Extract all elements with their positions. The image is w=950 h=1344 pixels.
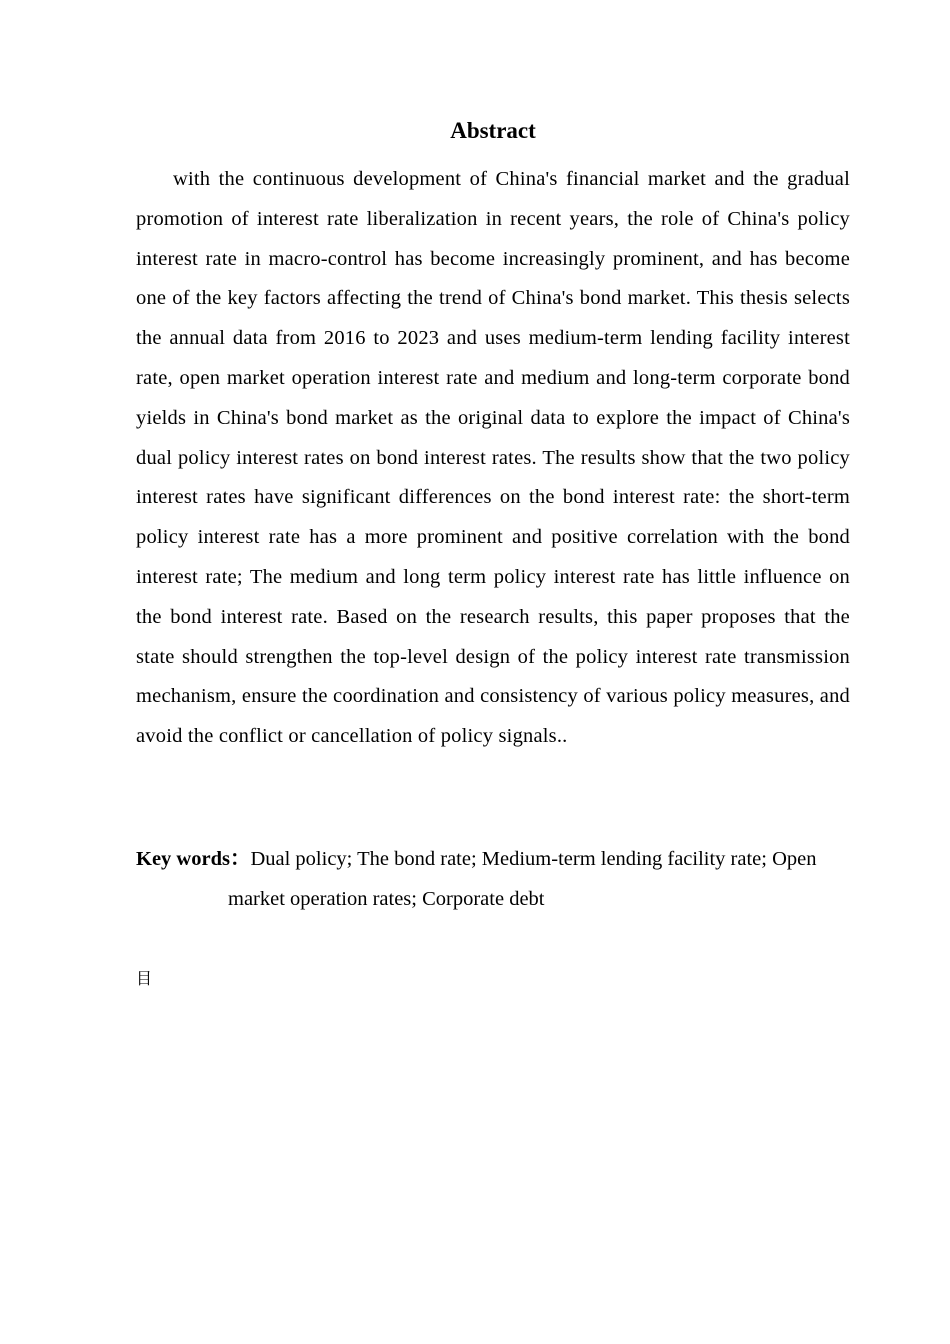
keywords-text: Dual policy; The bond rate; Medium-term lending facility rate; Open market operation rates; Corporate debt [228,848,817,910]
toc-heading-fragment: 目 [136,969,153,988]
abstract-title: Abstract [450,118,536,143]
keywords-label: Key words： [136,848,251,870]
keywords-paragraph [136,840,850,919]
abstract-body: with the continuous development of China's financial market and the gradual promotion of interest rate liberalization in recent years, the role of China's policy interest rate in macro-control has become increasingly prominent, and has become one of the key factors affecting the trend of China's bond market. This thesis selects the annual data from 2016 to 2023 and uses medium-term lending facility interest rate, open market operation interest rate and medium and long-term corporate bond yields in China's bond market as the original data to explore the impact of China's dual policy interest rates on bond interest rates. The results show that the two policy interest rates have significant differences on the bond interest rate: the short-term policy interest rate has a more prominent and positive correlation with the bond interest rate; The medium and long term policy interest rate has little influence on the bond interest rate. Based on the research results, this paper proposes that the state should strengthen the top-level design of the policy interest rate transmission mechanism, ensure the coordination and consistency of various policy measures, and avoid the conflict or cancellation of policy signals.. [136,168,850,748]
